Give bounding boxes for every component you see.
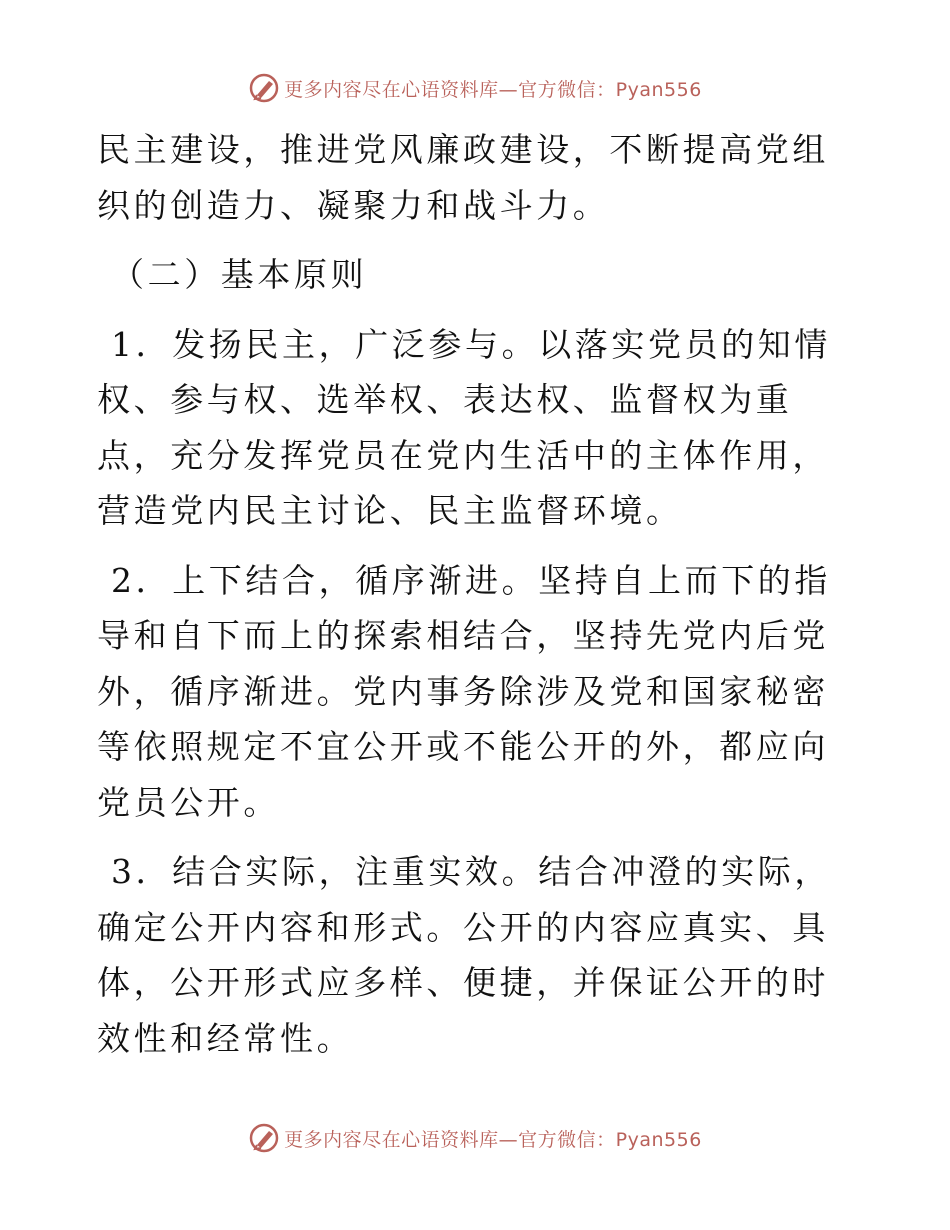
document-body [97, 122, 857, 1066]
paragraph-principle-2: 2．上下结合，循序渐进。坚持自上而下的指导和自下而上的探索相结合，坚持先党内后党外，循序渐进。党内事务除涉及党和国家秘密等依照规定不宜公开或不能公开的外，都应向党员公开。 [97, 560, 831, 822]
section-heading: （二）基本原则 [111, 255, 368, 294]
footer-watermark [0, 1122, 950, 1154]
paragraph-principle-1: 1．发扬民主，广泛参与。以落实党员的知情权、参与权、选举权、表达权、监督权为重点，充分发挥党员在党内生活中的主体作用，营造党内民主讨论、民主监督环境。 [97, 324, 831, 530]
header-watermark [0, 72, 950, 104]
paragraph-continuation: 民主建设，推进党风廉政建设，不断提高党组织的创造力、凝聚力和战斗力。 [97, 130, 829, 225]
pen-logo-icon [248, 72, 280, 104]
pen-logo-icon [248, 1122, 280, 1154]
paragraph-principle-3: 3．结合实际，注重实效。结合冲澄的实际，确定公开内容和形式。公开的内容应真实、具体，公开形式应多样、便捷，并保证公开的时效性和经常性。 [97, 852, 831, 1058]
watermark-text: 更多内容尽在心语资料库—官方微信：Pyan556 [284, 78, 702, 101]
watermark-text: 更多内容尽在心语资料库—官方微信：Pyan556 [284, 1128, 702, 1151]
